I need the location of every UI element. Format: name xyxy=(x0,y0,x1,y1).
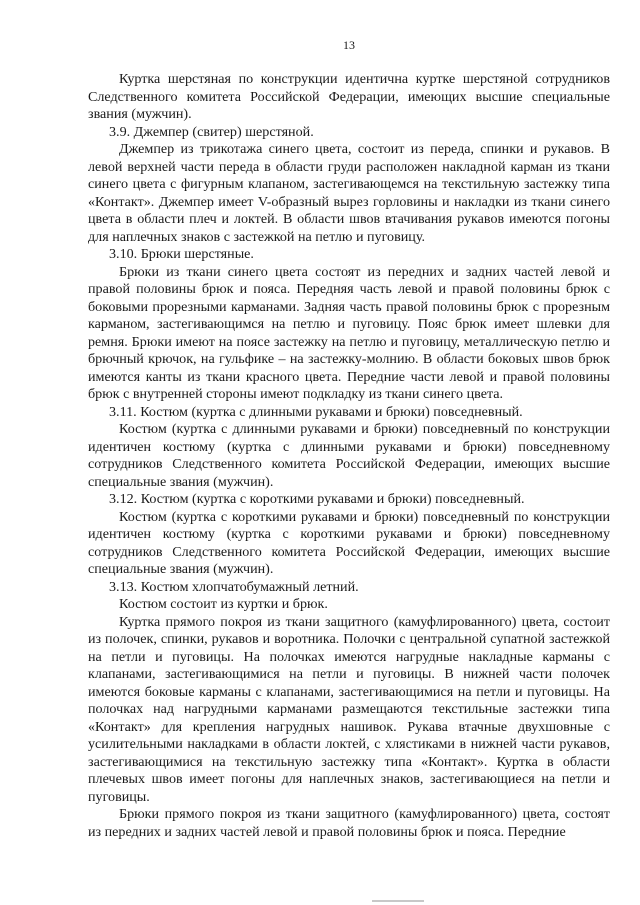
paragraph-suit-long-sleeves: Костюм (куртка с длинными рукавами и брюки) повседневный по конструкции идентичен костюму (куртка с длинными рукавами и брюки) повседневному сотрудников Следственного комитета Российской Федерации, имеющих высшие специальные звания (мужчин). xyxy=(88,421,610,490)
paragraph-jumper: Джемпер из трикотажа синего цвета, состоит из переда, спинки и рукавов. В левой верхней части переда в области груди расположен накладной карман из ткани синего цвета с фигурным клапаном, застегивающемся на текстильную застежку типа «Контакт». Джемпер имеет V-образный вырез горловины и накладки из ткани синего цвета в области плеч и локтей. В области швов втачивания рукавов имеются погоны для наплечных знаков с застежкой на петлю и пуговицу. xyxy=(88,141,610,245)
section-heading-3-11: 3.11. Костюм (куртка с длинными рукавами и брюки) повседневный. xyxy=(109,403,523,420)
page-number: 13 xyxy=(343,38,355,52)
paragraph-jacket-wool: Куртка шерстяная по конструкции идентична куртке шерстяной сотрудников Следственного комитета Российской Федерации, имеющих высшие специальные звания (мужчин). xyxy=(88,71,610,122)
section-heading-3-9: 3.9. Джемпер (свитер) шерстяной. xyxy=(109,123,314,140)
paragraph-trousers-camouflage: Брюки прямого покроя из ткани защитного (камуфлированного) цвета, состоят из передних и задних частей левой и правой половины брюк и пояса. Передние xyxy=(88,806,610,840)
document-body xyxy=(88,71,610,841)
section-heading-3-10: 3.10. Брюки шерстяные. xyxy=(109,246,254,262)
paragraph-jacket-camouflage: Куртка прямого покроя из ткани защитного (камуфлированного) цвета, состоит из полочек, спинки, рукавов и воротника. Полочки с центральной супатной застежкой на петли и пуговицы. На полочках имеются нагрудные накладные карманы с клапанами, застегивающимися на петли и пуговицы. В нижней части полочек имеются боковые карманы с клапанами, застегивающимися на петли и пуговицы. На полочках над нагрудными карманами размещаются текстильные застежки типа «Контакт» для крепления нагрудных нашивок. Рукава втачные двухшовные с усилительными накладками в области локтей, с хлястиками в нижней части рукавов, застегивающимися на текстильную застежку типа «Контакт». Куртка в области плечевых швов имеет погоны для наплечных знаков, застегивающиеся на петли и пуговицы. xyxy=(88,613,610,805)
paragraph-trousers-wool: Брюки из ткани синего цвета состоят из передних и задних частей левой и правой половины брюк и пояса. Передняя часть левой и правой половины брюк с боковыми прорезными карманами. Задняя часть правой половины брюк с прорезным карманом, застегивающимся на петлю и пуговицу. Пояс брюк имеет шлевки для ремня. Брюки имеют на поясе застежку на петлю и пуговицу, металлическую петлю и брючный крючок, на гульфике – на застежку-молнию. В области боковых швов брюк имеются канты из ткани красного цвета. Передние части левой и правой половины брюк с внутренней стороны имеют подкладку из ткани синего цвета. xyxy=(88,263,610,402)
section-heading-3-12: 3.12. Костюм (куртка с короткими рукавами и брюки) повседневный. xyxy=(109,491,525,507)
paragraph-suit-composition: Костюм состоит из куртки и брюк. xyxy=(119,596,328,612)
section-heading-3-13: 3.13. Костюм хлопчатобумажный летний. xyxy=(109,578,359,595)
paragraph-suit-short-sleeves: Костюм (куртка с короткими рукавами и брюки) повседневный по конструкции идентичен костюму (куртка с короткими рукавами и брюки) повседневному сотрудников Следственного комитета Российской Федерации, имеющих высшие специальные звания (мужчин). xyxy=(88,508,610,577)
scan-artifact xyxy=(372,900,424,902)
